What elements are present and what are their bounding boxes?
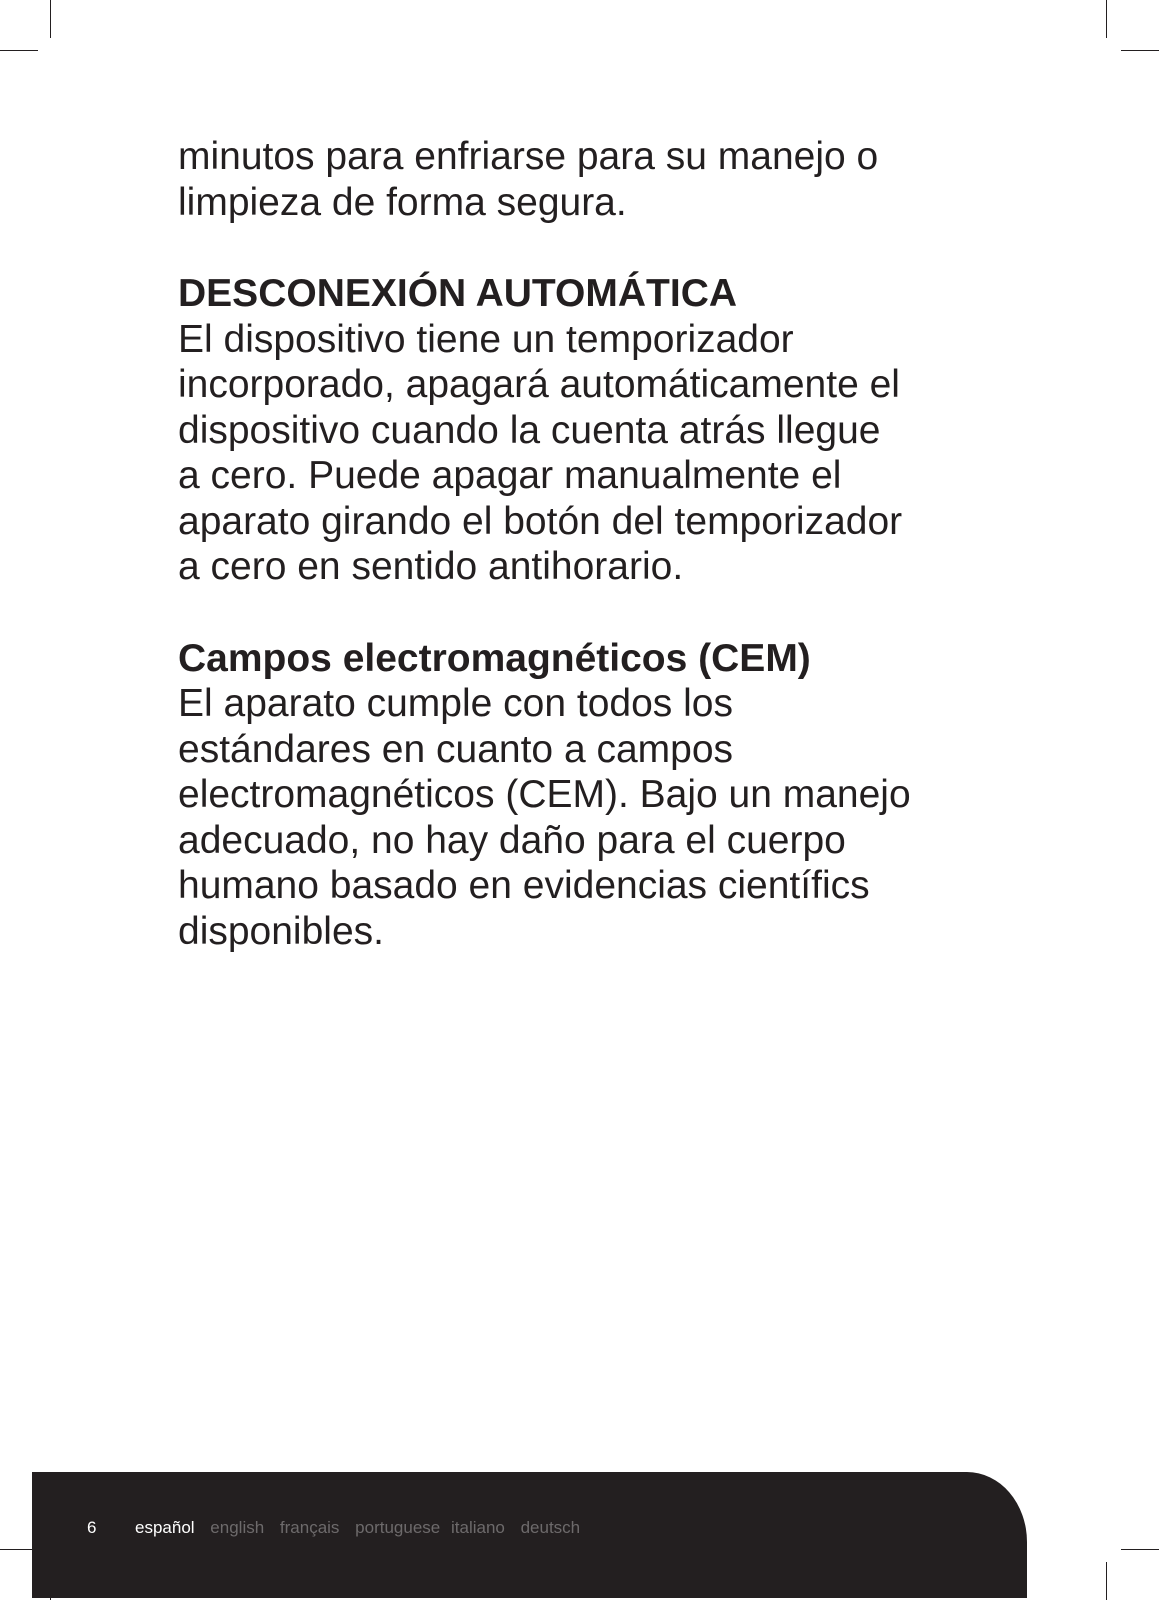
intro-line: limpieza de forma segura. bbox=[178, 180, 627, 224]
auto-off-line: aparato girando el botón del temporizador bbox=[178, 499, 903, 543]
language-list bbox=[135, 1518, 591, 1538]
crop-mark bbox=[1106, 0, 1107, 38]
auto-off-line: a cero en sentido antihorario. bbox=[178, 545, 684, 588]
crop-mark bbox=[1121, 1549, 1159, 1550]
auto-off-line: incorporado, apagará automáticamente el bbox=[178, 363, 900, 406]
page-number: 6 bbox=[87, 1518, 97, 1537]
crop-mark bbox=[1106, 1562, 1107, 1600]
document-body bbox=[178, 134, 1078, 954]
emf-line: estándares en cuanto a campos bbox=[178, 727, 734, 771]
intro-line: minutos para enfriarse para su manejo o bbox=[178, 135, 879, 178]
emf-line: electromagnéticos (CEM). Bajo un manejo bbox=[178, 773, 911, 816]
auto-off-line: a cero. Puede apagar manualmente el bbox=[178, 454, 842, 497]
language-english: english bbox=[210, 1518, 265, 1537]
emf-line: disponibles. bbox=[178, 909, 384, 953]
crop-mark bbox=[0, 50, 38, 51]
language-italiano: italiano bbox=[450, 1518, 505, 1537]
auto-off-line: dispositivo cuando la cuenta atrás llegue bbox=[178, 408, 881, 452]
auto-off-line: El dispositivo tiene un temporizador bbox=[178, 317, 794, 361]
emf-heading: Campos electromagnéticos (CEM) bbox=[178, 636, 811, 680]
emf-line: humano basado en evidencias científics bbox=[178, 864, 870, 907]
footer-bar bbox=[32, 1472, 1027, 1598]
crop-mark bbox=[50, 0, 51, 38]
language-francais: français bbox=[279, 1518, 340, 1537]
crop-mark bbox=[1121, 50, 1159, 51]
auto-off-heading: DESCONEXIÓN AUTOMÁTICA bbox=[178, 272, 738, 315]
emf-line: El aparato cumple con todos los bbox=[178, 682, 733, 725]
language-deutsch: deutsch bbox=[520, 1518, 581, 1537]
emf-line: adecuado, no hay daño para el cuerpo bbox=[178, 818, 846, 862]
language-espanol: español bbox=[135, 1518, 195, 1537]
language-portuguese: portuguese bbox=[355, 1518, 441, 1537]
